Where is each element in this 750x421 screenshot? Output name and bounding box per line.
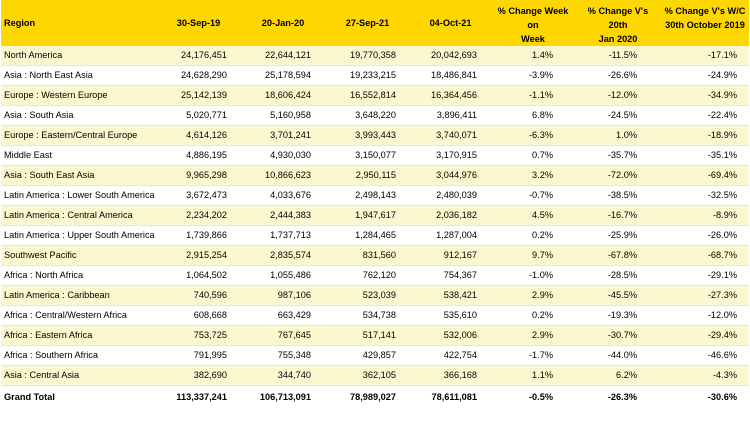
- row-cell-d3: 2,498,143: [325, 186, 410, 206]
- row-cell-p2: -35.7%: [575, 146, 661, 166]
- table-row: [1, 326, 749, 346]
- table-header: [1, 0, 749, 46]
- row-cell-p3: -27.3%: [661, 286, 749, 306]
- row-cell-d2: 2,444,383: [241, 206, 325, 226]
- row-cell-d4: 912,167: [410, 246, 491, 266]
- table-row: [1, 366, 749, 386]
- header-region: Region: [4, 18, 36, 28]
- header-row: [1, 0, 749, 46]
- row-cell-d3: 3,648,220: [325, 106, 410, 126]
- row-cell-p3: -29.1%: [661, 266, 749, 286]
- table-row: [1, 286, 749, 306]
- row-cell-d4: 3,044,976: [410, 166, 491, 186]
- header-pct-week-line1: % Change Week on: [497, 6, 569, 30]
- row-cell-d1: 4,614,126: [156, 126, 241, 146]
- table-row: [1, 166, 749, 186]
- header-pct-week-line2: Week: [521, 34, 545, 44]
- row-cell-d1: 791,995: [156, 346, 241, 366]
- header-date-2: 20-Jan-20: [261, 18, 305, 28]
- row-cell-d1: 3,672,473: [156, 186, 241, 206]
- row-region: Asia : Central Asia: [1, 366, 156, 386]
- row-cell-p3: -68.7%: [661, 246, 749, 266]
- table-row: [1, 186, 749, 206]
- row-region: Asia : North East Asia: [1, 66, 156, 86]
- row-region: Latin America : Central America: [1, 206, 156, 226]
- grand-total-p1: -0.5%: [491, 386, 575, 407]
- row-cell-p3: -22.4%: [661, 106, 749, 126]
- header-date-1: 30-Sep-19: [176, 18, 221, 28]
- row-cell-d1: 608,668: [156, 306, 241, 326]
- row-cell-p2: -16.7%: [575, 206, 661, 226]
- table-row: [1, 66, 749, 86]
- row-cell-p2: -28.5%: [575, 266, 661, 286]
- row-cell-p1: 0.7%: [491, 146, 575, 166]
- row-cell-p1: 1.4%: [491, 46, 575, 66]
- row-cell-d4: 18,486,841: [410, 66, 491, 86]
- row-cell-d3: 1,947,617: [325, 206, 410, 226]
- row-cell-d1: 24,628,290: [156, 66, 241, 86]
- grand-total-p2: -26.3%: [575, 386, 661, 407]
- row-cell-d4: 3,740,071: [410, 126, 491, 146]
- grand-total-label: Grand Total: [1, 386, 156, 407]
- row-cell-d1: 24,176,451: [156, 46, 241, 66]
- row-cell-d3: 762,120: [325, 266, 410, 286]
- row-region: North America: [1, 46, 156, 66]
- row-cell-p1: 6.8%: [491, 106, 575, 126]
- header-pct-oct-line1: % Change V's W/C: [664, 6, 746, 16]
- table-row: [1, 126, 749, 146]
- row-cell-d3: 3,993,443: [325, 126, 410, 146]
- row-cell-d3: 429,857: [325, 346, 410, 366]
- row-cell-d2: 755,348: [241, 346, 325, 366]
- row-cell-d3: 362,105: [325, 366, 410, 386]
- row-cell-d3: 19,770,358: [325, 46, 410, 66]
- row-cell-d3: 534,738: [325, 306, 410, 326]
- row-cell-d1: 740,596: [156, 286, 241, 306]
- row-cell-d1: 25,142,139: [156, 86, 241, 106]
- row-cell-p3: -8.9%: [661, 206, 749, 226]
- row-cell-d2: 344,740: [241, 366, 325, 386]
- table-row: [1, 306, 749, 326]
- row-cell-d1: 753,725: [156, 326, 241, 346]
- table-row: [1, 206, 749, 226]
- row-cell-p1: 4.5%: [491, 206, 575, 226]
- row-cell-p3: -29.4%: [661, 326, 749, 346]
- header-pct-jan-line2: Jan 2020: [598, 34, 638, 44]
- row-cell-p2: -45.5%: [575, 286, 661, 306]
- row-cell-p1: -6.3%: [491, 126, 575, 146]
- row-cell-d4: 532,006: [410, 326, 491, 346]
- row-cell-d2: 2,835,574: [241, 246, 325, 266]
- row-cell-p2: -30.7%: [575, 326, 661, 346]
- row-cell-d3: 3,150,077: [325, 146, 410, 166]
- row-cell-d2: 10,866,623: [241, 166, 325, 186]
- row-cell-d2: 22,644,121: [241, 46, 325, 66]
- row-region: Southwest Pacific: [1, 246, 156, 266]
- table-body: [1, 46, 749, 386]
- row-region: Latin America : Lower South America: [1, 186, 156, 206]
- table-row: [1, 86, 749, 106]
- row-cell-p2: -25.9%: [575, 226, 661, 246]
- row-cell-d4: 422,754: [410, 346, 491, 366]
- grand-total-p3: -30.6%: [661, 386, 749, 407]
- row-cell-p1: -0.7%: [491, 186, 575, 206]
- row-cell-p1: -1.7%: [491, 346, 575, 366]
- row-cell-p2: -67.8%: [575, 246, 661, 266]
- row-region: Africa : Eastern Africa: [1, 326, 156, 346]
- table-row: [1, 146, 749, 166]
- header-pct-week: [491, 0, 575, 46]
- row-cell-p1: -1.1%: [491, 86, 575, 106]
- row-cell-d2: 5,160,958: [241, 106, 325, 126]
- row-cell-d3: 517,141: [325, 326, 410, 346]
- header-pct-oct-line2: 30th October 2019: [665, 20, 745, 30]
- row-cell-d2: 767,645: [241, 326, 325, 346]
- row-cell-d3: 1,284,465: [325, 226, 410, 246]
- row-cell-p1: -3.9%: [491, 66, 575, 86]
- row-cell-d2: 1,737,713: [241, 226, 325, 246]
- row-region: Latin America : Upper South America: [1, 226, 156, 246]
- row-cell-p1: 9.7%: [491, 246, 575, 266]
- header-pct-oct: [661, 0, 749, 46]
- row-cell-p1: 2.9%: [491, 286, 575, 306]
- row-cell-p3: -4.3%: [661, 366, 749, 386]
- row-cell-p3: -24.9%: [661, 66, 749, 86]
- grand-total-d2: 106,713,091: [241, 386, 325, 407]
- row-cell-p2: 6.2%: [575, 366, 661, 386]
- row-cell-d1: 382,690: [156, 366, 241, 386]
- row-region: Europe : Western Europe: [1, 86, 156, 106]
- row-cell-d2: 987,106: [241, 286, 325, 306]
- row-cell-p2: -26.6%: [575, 66, 661, 86]
- row-cell-p3: -12.0%: [661, 306, 749, 326]
- row-region: Asia : South East Asia: [1, 166, 156, 186]
- table-row: [1, 46, 749, 66]
- row-cell-d3: 523,039: [325, 286, 410, 306]
- row-cell-d1: 4,886,195: [156, 146, 241, 166]
- grand-total-d3: 78,989,027: [325, 386, 410, 407]
- row-cell-d3: 831,560: [325, 246, 410, 266]
- row-cell-p2: -44.0%: [575, 346, 661, 366]
- row-cell-d1: 1,064,502: [156, 266, 241, 286]
- capacity-table: [1, 0, 749, 407]
- row-region: Asia : South Asia: [1, 106, 156, 126]
- row-cell-p3: -35.1%: [661, 146, 749, 166]
- row-cell-d2: 4,930,030: [241, 146, 325, 166]
- row-cell-p2: -38.5%: [575, 186, 661, 206]
- row-cell-p3: -18.9%: [661, 126, 749, 146]
- table-row: [1, 246, 749, 266]
- row-cell-d3: 2,950,115: [325, 166, 410, 186]
- row-cell-d2: 18,606,424: [241, 86, 325, 106]
- row-region: Middle East: [1, 146, 156, 166]
- row-cell-p1: 1.1%: [491, 366, 575, 386]
- row-cell-d4: 754,367: [410, 266, 491, 286]
- row-cell-d1: 5,020,771: [156, 106, 241, 126]
- row-cell-d1: 1,739,866: [156, 226, 241, 246]
- table-row: [1, 106, 749, 126]
- row-cell-d3: 16,552,814: [325, 86, 410, 106]
- row-cell-d4: 2,480,039: [410, 186, 491, 206]
- table-row: [1, 226, 749, 246]
- row-cell-d4: 2,036,182: [410, 206, 491, 226]
- row-cell-p3: -17.1%: [661, 46, 749, 66]
- row-cell-d4: 16,364,456: [410, 86, 491, 106]
- row-cell-d4: 366,168: [410, 366, 491, 386]
- row-cell-d1: 2,234,202: [156, 206, 241, 226]
- grand-total-d4: 78,611,081: [410, 386, 491, 407]
- row-cell-p2: -12.0%: [575, 86, 661, 106]
- row-cell-d3: 19,233,215: [325, 66, 410, 86]
- row-cell-d1: 9,965,298: [156, 166, 241, 186]
- row-cell-p3: -46.6%: [661, 346, 749, 366]
- header-pct-jan: [575, 0, 661, 46]
- row-cell-p1: -1.0%: [491, 266, 575, 286]
- row-cell-p3: -26.0%: [661, 226, 749, 246]
- table-row: [1, 346, 749, 366]
- row-cell-p1: 0.2%: [491, 226, 575, 246]
- row-cell-p2: -24.5%: [575, 106, 661, 126]
- row-cell-p2: -11.5%: [575, 46, 661, 66]
- row-region: Africa : Central/Western Africa: [1, 306, 156, 326]
- row-cell-d1: 2,915,254: [156, 246, 241, 266]
- row-cell-d4: 3,170,915: [410, 146, 491, 166]
- row-region: Africa : North Africa: [1, 266, 156, 286]
- row-cell-d2: 1,055,486: [241, 266, 325, 286]
- row-cell-d2: 3,701,241: [241, 126, 325, 146]
- row-cell-d4: 20,042,693: [410, 46, 491, 66]
- row-region: Latin America : Caribbean: [1, 286, 156, 306]
- row-cell-p1: 2.9%: [491, 326, 575, 346]
- row-region: Africa : Southern Africa: [1, 346, 156, 366]
- row-cell-d4: 3,896,411: [410, 106, 491, 126]
- table-row: [1, 266, 749, 286]
- grand-total-d1: 113,337,241: [156, 386, 241, 407]
- row-cell-p3: -34.9%: [661, 86, 749, 106]
- header-date-4: 04-Oct-21: [429, 18, 472, 28]
- row-cell-p2: -72.0%: [575, 166, 661, 186]
- header-pct-jan-line1: % Change V's 20th: [587, 6, 649, 30]
- header-date-3: 27-Sep-21: [345, 18, 390, 28]
- row-cell-d4: 535,610: [410, 306, 491, 326]
- row-cell-p2: -19.3%: [575, 306, 661, 326]
- row-cell-p1: 0.2%: [491, 306, 575, 326]
- row-cell-d2: 25,178,594: [241, 66, 325, 86]
- row-cell-p3: -32.5%: [661, 186, 749, 206]
- grand-total-row: [1, 386, 749, 407]
- row-cell-d4: 1,287,004: [410, 226, 491, 246]
- row-cell-d4: 538,421: [410, 286, 491, 306]
- row-region: Europe : Eastern/Central Europe: [1, 126, 156, 146]
- row-cell-d2: 663,429: [241, 306, 325, 326]
- row-cell-d2: 4,033,676: [241, 186, 325, 206]
- row-cell-p1: 3.2%: [491, 166, 575, 186]
- table-footer: [1, 386, 749, 407]
- row-cell-p2: 1.0%: [575, 126, 661, 146]
- row-cell-p3: -69.4%: [661, 166, 749, 186]
